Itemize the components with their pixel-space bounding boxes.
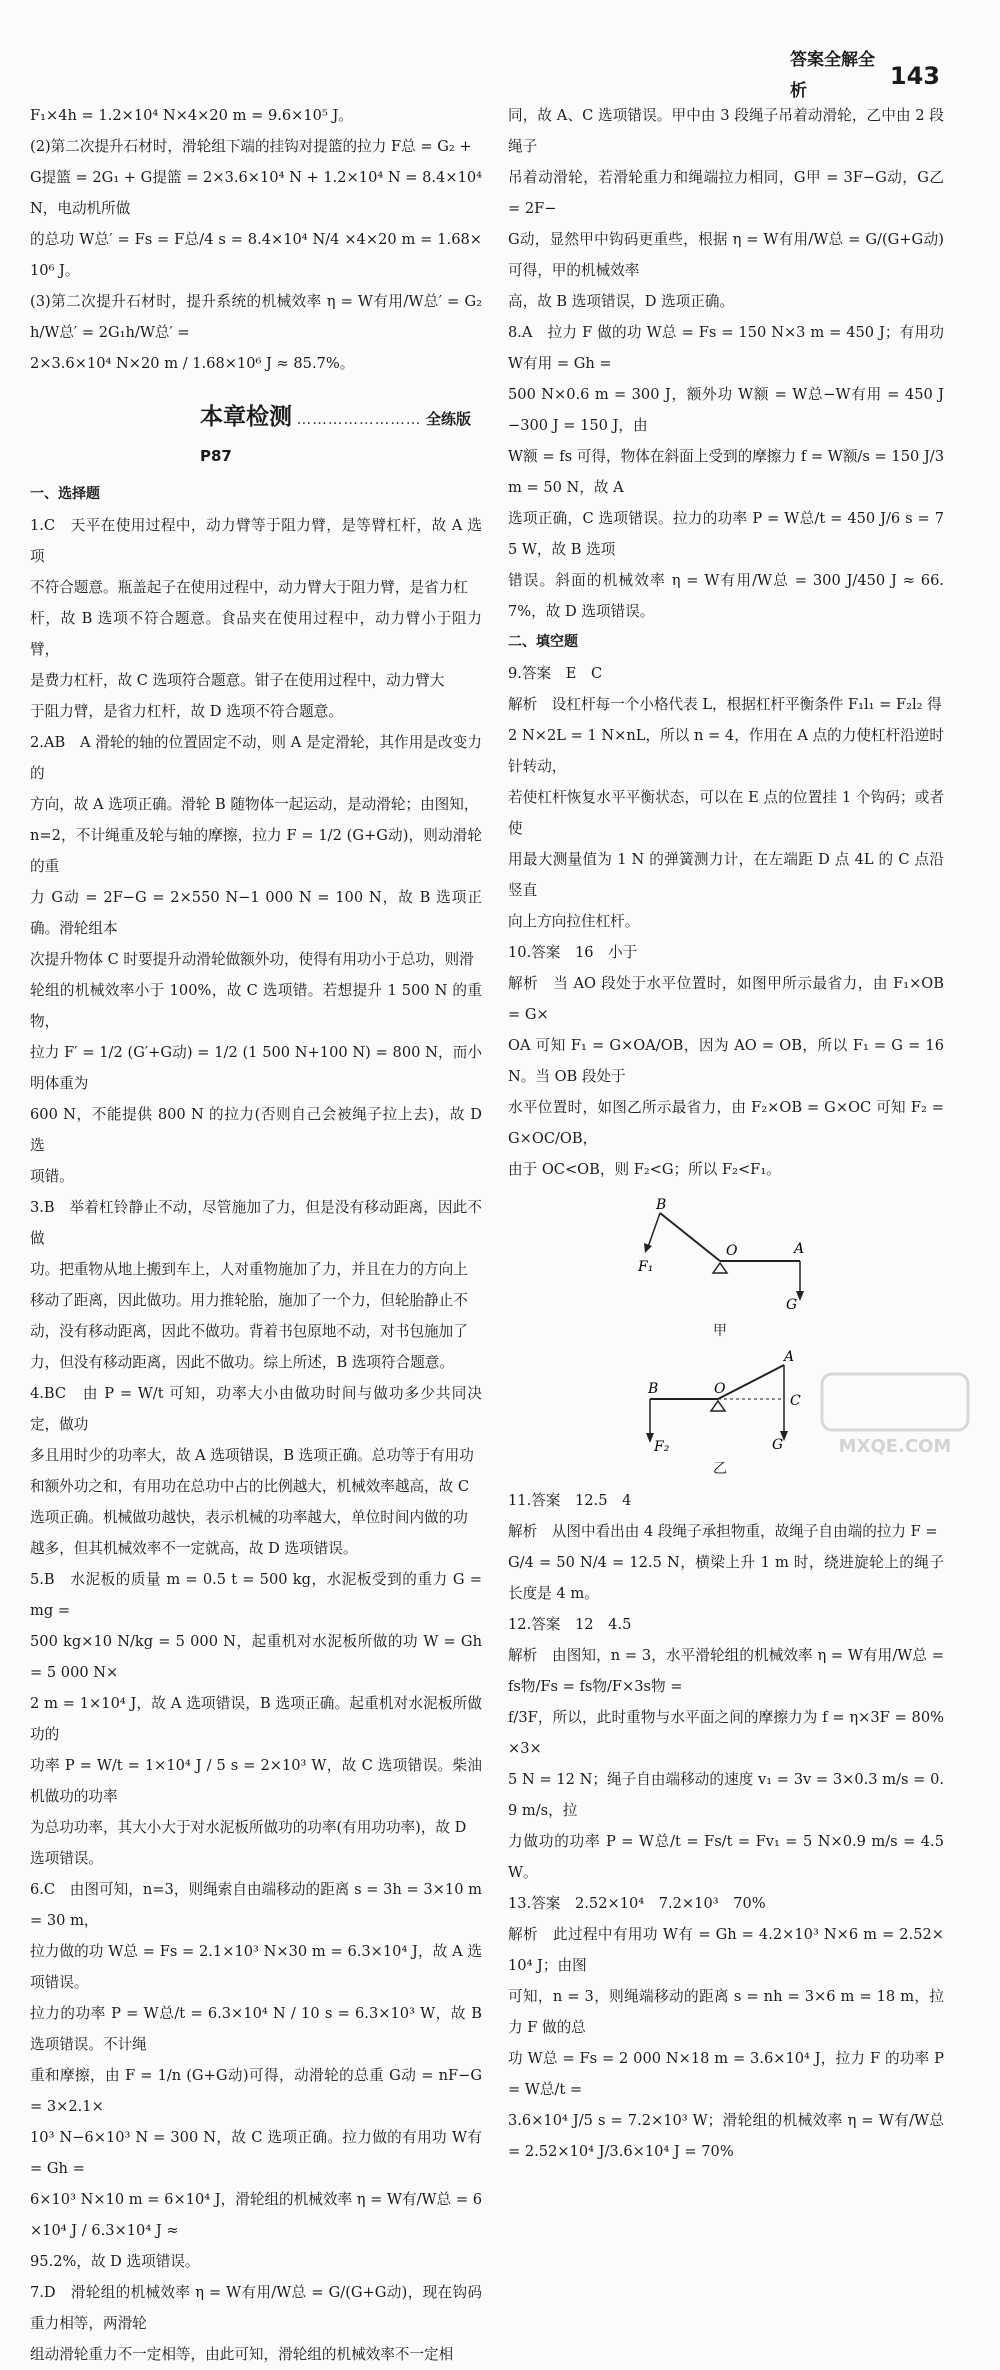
text-line: f/3F，所以，此时重物与水平面之间的摩擦力为 f = η×3F = 80%×3×	[508, 1709, 944, 1757]
section-reference: 全练版 P87	[200, 410, 472, 465]
text-line: (2)第二次提升石材时，滑轮组下端的挂钩对提篮的拉力 F总 = G₂ +	[30, 138, 472, 155]
text-line: 解析 由图知，n = 3，水平滑轮组的机械效率 η = W有用/W总 = fs物/Fs = fs物/F×3s物 =	[508, 1647, 949, 1695]
text-line: 方向，故 A 选项正确。滑轮 B 随物体一起运动，是动滑轮；由图知，	[30, 796, 479, 813]
lever-figure-jia	[508, 1191, 944, 1341]
text-line: 高，故 B 选项错误，D 选项正确。	[508, 293, 735, 310]
text-line: 力做功的功率 P = W总/t = Fs/t = Fv₁ = 5 N×0.9 m/s = 4.5 W。	[508, 1833, 949, 1881]
text-line: 功率 P = W/t = 1×10⁴ J / 5 s = 2×10³ W，故 C 选项错误。柴油机做功的功率	[30, 1757, 482, 1805]
figure-caption: 甲	[713, 1323, 727, 1339]
text-line: 功 W总 = Fs = 2 000 N×18 m = 3.6×10⁴ J，拉力 F 的功率 P = W总/t =	[508, 2050, 949, 2098]
label-o: O	[714, 1381, 726, 1397]
text-line: 拉力做的功 W总 = Fs = 2.1×10³ N×30 m = 6.3×10⁴ J，故 A 选项错误。	[30, 1943, 482, 1991]
text-line: 3.B 举着杠铃静止不动，尽管施加了力，但是没有移动距离，因此不做	[30, 1199, 482, 1247]
text-line: 2×3.6×10⁴ N×20 m / 1.68×10⁶ J ≈ 85.7%。	[30, 355, 355, 372]
text-line: 力 G动 = 2F−G = 2×550 N−1 000 N = 100 N，故 B 选项正确。滑轮组本	[30, 889, 482, 937]
label-g: G	[786, 1297, 798, 1313]
text-line: 移动了距离，因此做功。用力推轮胎，施加了一个力，但轮胎静止不	[30, 1292, 468, 1309]
text-line: 13.答案 2.52×10⁴ 7.2×10³ 70%	[508, 1895, 766, 1912]
text-line: 同，故 A、C 选项错误。甲中由 3 段绳子吊着动滑轮，乙中由 2 段绳子	[508, 107, 944, 155]
text-line: 解析 此过程中有用功 W有 = Gh = 4.2×10³ N×6 m = 2.52×10⁴ J；由图	[508, 1926, 944, 1974]
text-line: 不符合题意。瓶盖起子在使用过程中，动力臂大于阻力臂，是省力杠	[30, 579, 468, 596]
text-line: 若使杠杆恢复水平平衡状态，可以在 E 点的位置挂 1 个钩码；或者使	[508, 789, 944, 837]
text-line: 多且用时少的功率大，故 A 选项错误，B 选项正确。总功等于有用功	[30, 1447, 474, 1464]
text-line: 水平位置时，如图乙所示最省力，由 F₂×OB = G×OC 可知 F₂ = G×OC/OB，	[508, 1099, 949, 1147]
text-line: 可知，n = 3，则绳端移动的距离 s = nh = 3×6 m = 18 m，拉力 F 做的总	[508, 1988, 944, 2036]
text-line: 和额外功之和，有用功在总功中占的比例越大，机械效率越高，故 C	[30, 1478, 470, 1495]
label-c: C	[790, 1393, 801, 1409]
text-line: 拉力的功率 P = W总/t = 6.3×10⁴ N / 10 s = 6.3×10³ W，故 B 选项错误。不计绳	[30, 2005, 487, 2053]
text-line: 选项正确。机械做功越快，表示机械的功率越大，单位时间内做的功	[30, 1509, 468, 1526]
page-header	[790, 50, 940, 101]
label-a: A	[784, 1349, 795, 1365]
text-line: 8.A 拉力 F 做的功 W总 = Fs = 150 N×3 m = 450 J；有用功 W有用 = Gh =	[508, 324, 949, 372]
text-line: 重和摩擦，由 F = 1/n (G+G动)可得，动滑轮的总重 G动 = nF−G = 3×2.1×	[30, 2067, 487, 2115]
text-line: (3)第二次提升石材时，提升系统的机械效率 η = W有用/W总′ = G₂h/W总′ = 2G₁h/W总′ =	[30, 293, 482, 341]
text-line: 11.答案 12.5 4	[508, 1492, 632, 1509]
text-line: 动，没有移动距离，因此不做功。背着书包原地不动，对书包施加了	[30, 1323, 468, 1340]
text-line: F₁×4h = 1.2×10⁴ N×4×20 m = 9.6×10⁵ J。	[30, 107, 353, 124]
text-line: 拉力 F′ = 1/2 (G′+G动) = 1/2 (1 500 N+100 N) = 800 N，而小明体重为	[30, 1044, 482, 1092]
text-line: 是费力杠杆，故 C 选项符合题意。钳子在使用过程中，动力臂大	[30, 672, 445, 689]
question-1	[30, 510, 482, 727]
right-column	[508, 100, 949, 2167]
label-b: B	[648, 1381, 659, 1397]
text-line: 杆，故 B 选项不符合题意。食品夹在使用过程中，动力臂小于阻力臂，	[30, 610, 482, 658]
text-line: 由于 OC<OB，则 F₂<G；所以 F₂<F₁。	[508, 1161, 781, 1178]
text-line: 6×10³ N×10 m = 6×10⁴ J，滑轮组的机械效率 η = W有/W总 = 6×10⁴ J / 6.3×10⁴ J ≈	[30, 2191, 482, 2239]
label-f1: F₁	[638, 1259, 654, 1275]
text-line: 3.6×10⁴ J/5 s = 7.2×10³ W；滑轮组的机械效率 η = W有/W总 = 2.52×10⁴ J/3.6×10⁴ J = 70%	[508, 2112, 949, 2160]
text-line: 7.D 滑轮组的机械效率 η = W有用/W总 = G/(G+G动)，现在钩码重力相等，两滑轮	[30, 2284, 482, 2332]
text-line: 6.C 由图可知，n=3，则绳索自由端移动的距离 s = 3h = 3×10 m = 30 m，	[30, 1881, 487, 1929]
subsection-heading: 二、填空题	[508, 634, 578, 650]
text-line: 2 N×2L = 1 N×nL，所以 n = 4，作用在 A 点的力使杠杆沿逆时针转动，	[508, 727, 944, 775]
section-title	[200, 399, 482, 475]
text-line: 2.AB A 滑轮的轴的位置固定不动，则 A 是定滑轮，其作用是改变力的	[30, 734, 482, 782]
text-line: 2 m = 1×10⁴ J，故 A 选项错误，B 选项正确。起重机对水泥板所做功的	[30, 1695, 482, 1743]
text-line: 12.答案 12 4.5	[508, 1616, 632, 1633]
text-line: 95.2%，故 D 选项错误。	[30, 2253, 200, 2270]
previous-answer-continuation	[30, 100, 487, 379]
section-dots: ……………………	[296, 411, 422, 428]
text-line: G提篮 = 2G₁ + G提篮 = 2×3.6×10⁴ N + 1.2×10⁴ N = 8.4×10⁴ N，电动机所做	[30, 169, 487, 217]
text-line: 解析 当 AO 段处于水平位置时，如图甲所示最省力，由 F₁×OB = G×	[508, 975, 949, 1023]
text-line: 10³ N−6×10³ N = 300 N，故 C 选项正确。拉力做的有用功 W有 = Gh =	[30, 2129, 487, 2177]
question-6	[30, 1874, 487, 2277]
figure-caption: 乙	[713, 1461, 727, 1477]
section-title-text: 本章检测	[200, 404, 292, 430]
text-line: 于阻力臂，是省力杠杆，故 D 选项不符合题意。	[30, 703, 343, 720]
question-9	[508, 658, 944, 937]
label-o: O	[726, 1243, 738, 1259]
text-line: 解析 从图中看出由 4 段绳子承担物重，故绳子自由端的拉力 F =	[508, 1523, 938, 1540]
text-line: 4.BC 由 P = W/t 可知，功率大小由做功时间与做功多少共同决定，做功	[30, 1385, 482, 1433]
text-line: 1.C 天平在使用过程中，动力臂等于阻力臂，是等臂杠杆，故 A 选项	[30, 517, 482, 565]
text-line: 向上方向拉住杠杆。	[508, 913, 640, 930]
label-g: G	[772, 1437, 784, 1453]
question-10	[508, 937, 949, 1185]
text-line: 为总功功率，其大小大于对水泥板所做功的功率(有用功功率)，故 D	[30, 1819, 467, 1836]
text-line: 用最大测量值为 1 N 的弹簧测力计，在左端距 D 点 4L 的 C 点沿竖直	[508, 851, 944, 899]
watermark-logo	[820, 1372, 970, 1462]
text-line: 项错。	[30, 1168, 74, 1185]
text-line: 9.答案 E C	[508, 665, 603, 682]
text-line: 5 N = 12 N；绳子自由端移动的速度 v₁ = 3v = 3×0.3 m/s = 0.9 m/s，拉	[508, 1771, 944, 1819]
subsection-heading: 一、选择题	[30, 486, 100, 502]
text-line: n=2，不计绳重及轮与轴的摩擦，拉力 F = 1/2 (G+G动)，则动滑轮的重	[30, 827, 482, 875]
text-line: 选项正确，C 选项错误。拉力的功率 P = W总/t = 450 J/6 s = 75 W，故 B 选项	[508, 510, 944, 558]
text-line: 错误。斜面的机械效率 η = W有用/W总 = 300 J/450 J ≈ 66.7%，故 D 选项错误。	[508, 572, 944, 620]
text-line: 次提升物体 C 时要提升动滑轮做额外功，使得有用功小于总功，则滑	[30, 951, 474, 968]
question-4	[30, 1378, 482, 1564]
text-line: 600 N，不能提供 800 N 的拉力(否则自己会被绳子拉上去)，故 D 选	[30, 1106, 487, 1154]
text-line: 500 N×0.6 m = 300 J，额外功 W额 = W总−W有用 = 450 J−300 J = 150 J，由	[508, 386, 944, 434]
text-line: 的总功 W总′ = Fs = F总/4 s = 8.4×10⁴ N/4 ×4×20 m = 1.68×10⁶ J。	[30, 231, 482, 279]
question-7-continued	[508, 100, 949, 317]
text-line: 越多，但其机械效率不一定就高，故 D 选项错误。	[30, 1540, 358, 1557]
page-number: 143	[889, 61, 940, 90]
text-line: 选项错误。	[30, 1850, 103, 1867]
text-line: 组动滑轮重力不一定相等，由此可知，滑轮组的机械效率不一定相	[30, 2346, 454, 2363]
lever-diagram-jia	[508, 1191, 944, 1321]
question-13	[508, 1888, 949, 2167]
text-line: 轮组的机械效率小于 100%，故 C 选项错。若想提升 1 500 N 的重物，	[30, 982, 482, 1030]
text-line: OA 可知 F₁ = G×OA/OB，因为 AO = OB，所以 F₁ = G = 16 N。当 OB 段处于	[508, 1037, 949, 1085]
question-11	[508, 1485, 944, 1609]
text-line: G/4 = 50 N/4 = 12.5 N，横梁上升 1 m 时，绕进旋轮上的绳子长度是 4 m。	[508, 1554, 944, 1602]
question-2	[30, 727, 487, 1192]
text-line: 功。把重物从地上搬到车上，人对重物施加了力，并且在力的方向上	[30, 1261, 468, 1278]
question-3	[30, 1192, 482, 1378]
watermark-text: MXQE.COM	[838, 1436, 952, 1457]
question-12	[508, 1609, 949, 1888]
header-title: 答案全解全析	[790, 50, 875, 101]
text-line: W额 = fs 可得，物体在斜面上受到的摩擦力 f = W额/s = 150 J/3 m = 50 N，故 A	[508, 448, 949, 496]
label-f2: F₂	[654, 1439, 670, 1455]
text-line: 500 kg×10 N/kg = 5 000 N，起重机对水泥板所做的功 W = Gh = 5 000 N×	[30, 1633, 487, 1681]
text-line: 10.答案 16 小于	[508, 944, 638, 961]
left-column	[30, 100, 487, 2370]
question-7	[30, 2277, 482, 2370]
text-line: 力，但没有移动距离，因此不做功。综上所述，B 选项符合题意。	[30, 1354, 454, 1371]
text-line: 解析 设杠杆每一个小格代表 L，根据杠杆平衡条件 F₁l₁ = F₂l₂ 得	[508, 696, 942, 713]
text-line: 5.B 水泥板的质量 m = 0.5 t = 500 kg，水泥板受到的重力 G = mg =	[30, 1571, 487, 1619]
text-line: 吊着动滑轮，若滑轮重力和绳端拉力相同，G甲 = 3F−G动，G乙 = 2F−	[508, 169, 949, 217]
label-a: A	[794, 1241, 805, 1257]
text-line: G动，显然甲中钩码更重些，根据 η = W有用/W总 = G/(G+G动) 可得，甲的机械效率	[508, 231, 949, 279]
label-b: B	[656, 1197, 667, 1213]
question-5	[30, 1564, 487, 1874]
question-8	[508, 317, 949, 627]
